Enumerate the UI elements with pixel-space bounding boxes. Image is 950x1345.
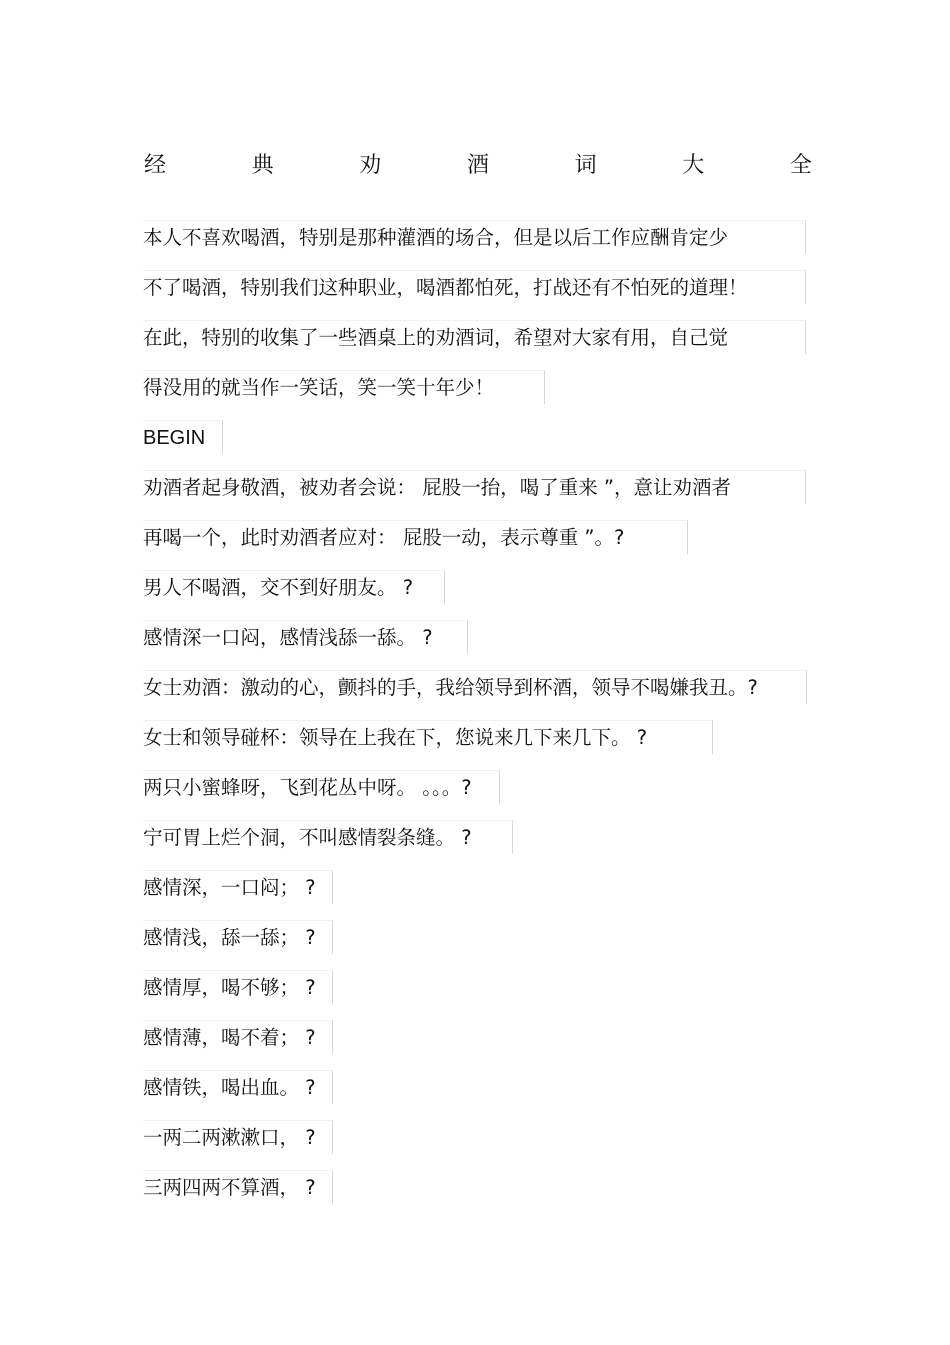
toast-line: 感情深，一口闷； ? [143, 870, 333, 904]
toast-line: 宁可胃上烂个洞，不叫感情裂条缝。 ? [143, 820, 513, 854]
toast-line: 女士和领导碰杯：领导在上我在下，您说来几下来几下。 ? [143, 720, 713, 754]
toast-line: 劝酒者起身敬酒，被劝者会说： 屁股一抬，喝了重来 ”，意让劝酒者 [143, 470, 806, 504]
toast-line: 两只小蜜蜂呀，飞到花丛中呀。 。。。? [143, 770, 500, 804]
title-char: 劝 [359, 153, 382, 178]
page-title [142, 148, 814, 179]
toast-line: 男人不喝酒，交不到好朋友。 ? [143, 570, 445, 604]
toast-line: 一两二两漱漱口， ? [143, 1120, 333, 1154]
toast-line: 感情薄，喝不着； ? [143, 1020, 333, 1054]
title-char: 大 [682, 153, 705, 178]
toast-line: 三两四两不算酒， ? [143, 1170, 333, 1204]
toast-line: 感情深一口闷，感情浅舔一舔。 ? [143, 620, 468, 654]
title-char: 酒 [466, 153, 489, 178]
title-char: 全 [789, 153, 812, 178]
toast-line: 女士劝酒：激动的心，颤抖的手，我给领导到杯酒，领导不喝嫌我丑。? [143, 670, 807, 704]
title-char: 典 [251, 153, 274, 178]
title-char: 经 [143, 153, 166, 178]
toast-line: 感情铁，喝出血。 ? [143, 1070, 333, 1104]
toast-line: 再喝一个，此时劝酒者应对： 屁股一动，表示尊重 ”。? [143, 520, 688, 554]
title-char: 词 [574, 153, 597, 178]
intro-line: 本人不喜欢喝酒，特别是那种灌酒的场合，但是以后工作应酬肯定少 [143, 220, 806, 254]
begin-marker: BEGIN [143, 420, 223, 454]
intro-line: 不了喝酒，特别我们这种职业，喝酒都怕死，打战还有不怕死的道理！ [143, 270, 806, 304]
intro-line: 得没用的就当作一笑话，笑一笑十年少！ [143, 370, 545, 404]
toast-line: 感情浅，舔一舔； ? [143, 920, 333, 954]
toast-line: 感情厚，喝不够； ? [143, 970, 333, 1004]
intro-line: 在此，特别的收集了一些酒桌上的劝酒词，希望对大家有用，自己觉 [143, 320, 806, 354]
